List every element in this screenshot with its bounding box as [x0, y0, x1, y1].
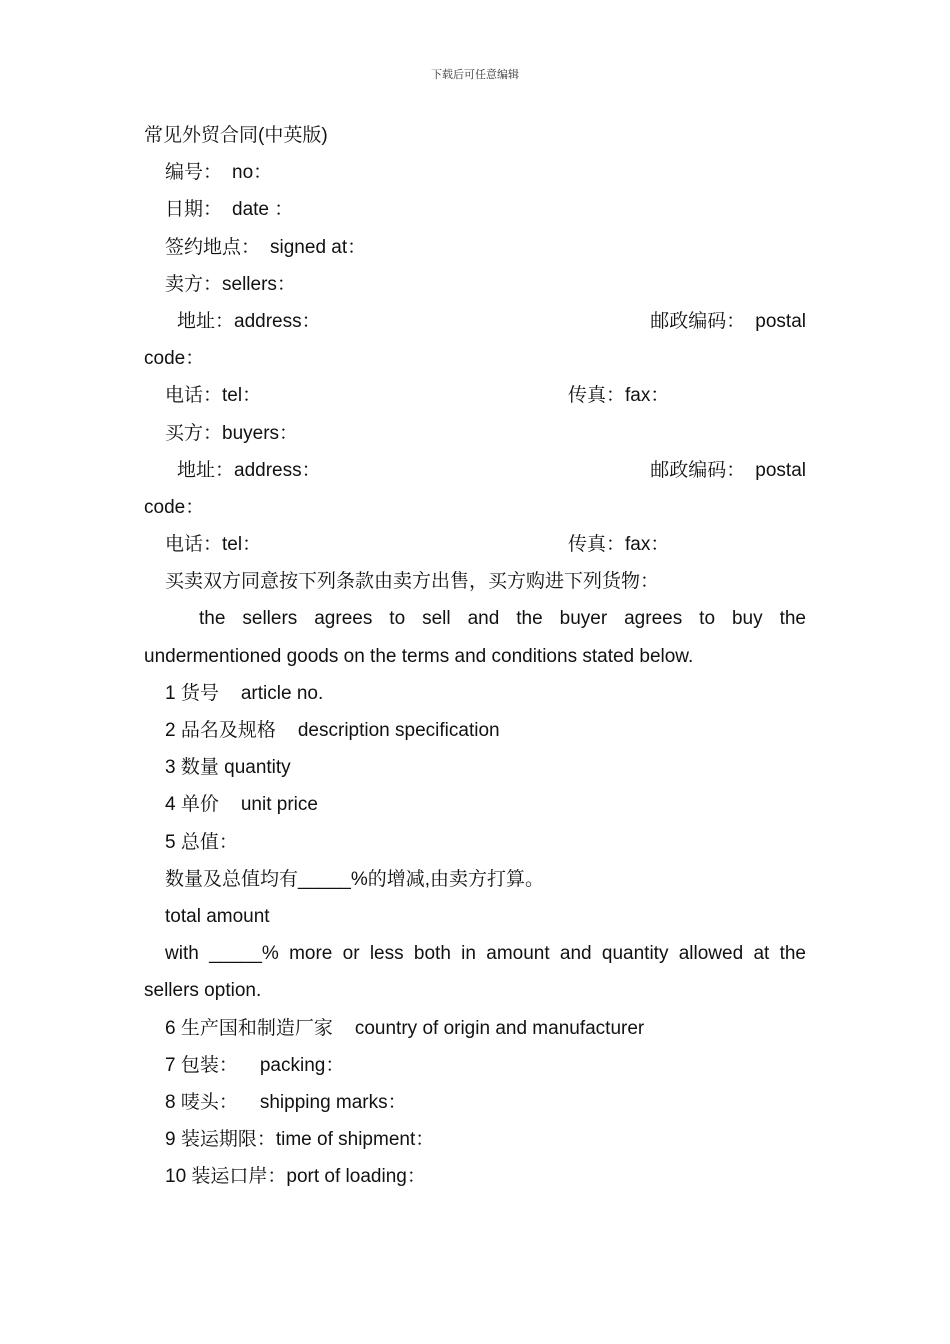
sellers-tel-fax-line — [144, 377, 806, 414]
item-total-amount-en: total amount — [165, 905, 270, 927]
buyers-tel-label: 电话：tel： — [165, 534, 262, 556]
sellers-address-label: 地址：address： — [177, 310, 321, 332]
sellers-address-line — [144, 303, 806, 340]
item-packing: 7 包装： packing： — [165, 1054, 345, 1076]
signed-at-line — [144, 229, 806, 266]
item-time-of-shipment: 9 装运期限：time of shipment： — [165, 1129, 435, 1151]
page-header: 下载后可任意编辑 — [431, 68, 519, 81]
item-total-note-zh: 数量及总值均有_____%的增减,由卖方打算。 — [165, 868, 545, 890]
buyers-label: 买方：buyers： — [165, 422, 299, 444]
item-description: 2 品名及规格 description specification — [165, 720, 500, 741]
agreement-text-en-line2: undermentioned goods on the terms and conditions stated below. — [144, 645, 694, 667]
agreement-text-en-line1: the sellers agrees to sell and the buyer agrees to buy the — [199, 608, 806, 630]
signed-at-label-en: signed at： — [270, 236, 367, 258]
item-quantity: 3 数量 quantity — [165, 757, 291, 779]
item-shipping-marks: 8 唛头： shipping marks： — [165, 1091, 407, 1113]
buyers-postal-code-cont: code： — [144, 496, 205, 518]
buyers-fax-label: 传真：fax： — [568, 534, 670, 556]
contract-document — [144, 117, 806, 1195]
sellers-fax-label: 传真：fax： — [568, 385, 670, 407]
item-country-of-origin: 6 生产国和制造厂家 country of origin and manufacturer — [165, 1017, 645, 1039]
buyers-address-line — [144, 452, 806, 489]
item-total-with-line1: with _____% more or less both in amount and quantity allowed at the — [165, 943, 806, 965]
item-total-value: 5 总值： — [165, 831, 238, 853]
date-line — [144, 191, 806, 228]
date-label-zh: 日期： — [165, 199, 223, 221]
sellers-label: 卖方：sellers： — [165, 273, 296, 295]
signed-at-label-zh: 签约地点： — [165, 236, 261, 258]
sellers-postal-code-cont: code： — [144, 348, 205, 370]
item-total-with-line2: sellers option. — [144, 980, 262, 1002]
contract-number-label-en: no： — [232, 162, 273, 184]
buyers-tel-fax-line — [144, 526, 806, 563]
item-article-no: 1 货号 article no. — [165, 682, 324, 704]
document-title: 常见外贸合同(中英版) — [144, 125, 328, 146]
item-port-of-loading: 10 装运口岸：port of loading： — [165, 1166, 426, 1188]
date-label-en: date ： — [232, 199, 294, 221]
sellers-postal-label: 邮政编码： postal — [650, 310, 806, 332]
buyers-address-label: 地址：address： — [177, 459, 321, 481]
item-unit-price: 4 单价 unit price — [165, 794, 318, 816]
buyers-postal-label: 邮政编码： postal — [650, 459, 806, 481]
contract-number-label-zh: 编号： — [165, 162, 223, 184]
contract-number-line — [144, 154, 806, 191]
sellers-tel-label: 电话：tel： — [165, 385, 262, 407]
agreement-text-zh: 买卖双方同意按下列条款由卖方出售，买方购进下列货物： — [165, 571, 660, 593]
